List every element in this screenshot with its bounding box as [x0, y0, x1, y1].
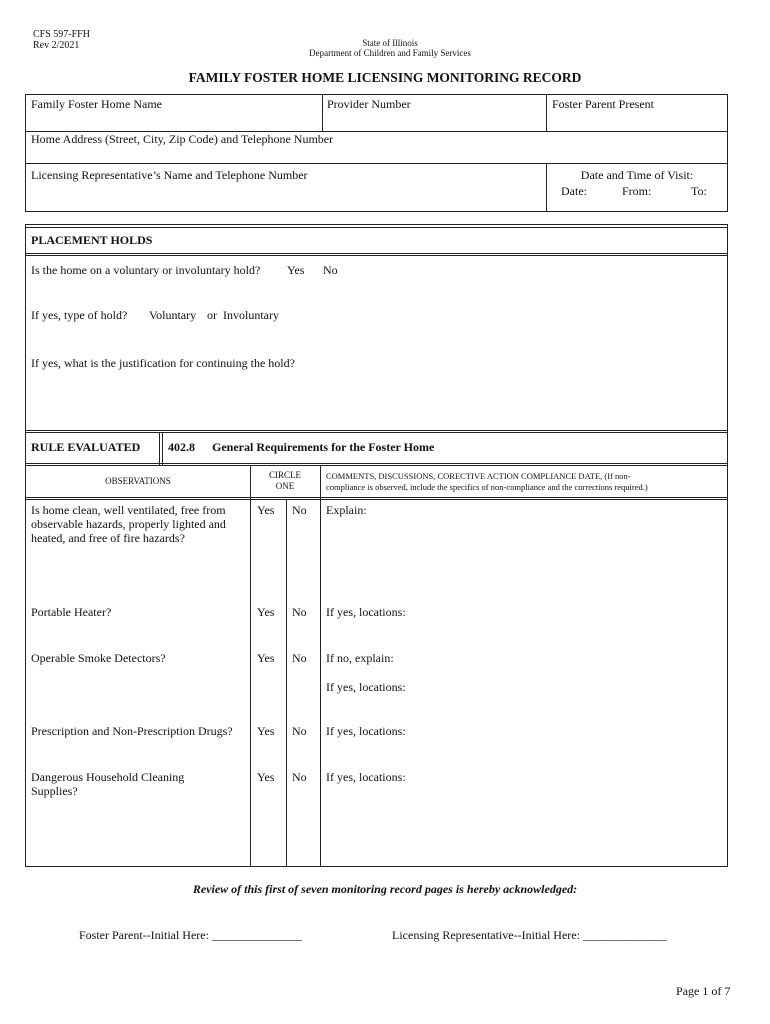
hold-justification-question: If yes, what is the justification for continuing the hold?	[31, 356, 295, 370]
row-1-yes-option[interactable]: Yes	[257, 503, 275, 517]
visit-date-field[interactable]: Date:	[561, 184, 587, 198]
row-1-no-option[interactable]: No	[292, 503, 307, 517]
provider-number-field[interactable]: Provider Number	[327, 97, 411, 111]
review-statement: Review of this first of seven monitoring record pages is hereby acknowledged:	[192, 882, 578, 896]
circle-one-header-line1: CIRCLE	[268, 470, 301, 480]
rule-evaluated-label: RULE EVALUATED	[31, 440, 141, 454]
observation-row-1-line1: Is home clean, well ventilated, free from	[31, 503, 226, 517]
observation-row-4: Prescription and Non-Prescription Drugs?	[31, 724, 233, 738]
row-3-yes-option[interactable]: Yes	[257, 651, 275, 665]
row-5-yes-option[interactable]: Yes	[257, 770, 275, 784]
observations-header: OBSERVATIONS	[105, 476, 171, 486]
rep-initial-field[interactable]: Licensing Representative--Initial Here: ______________	[392, 928, 667, 942]
row-4-no-option[interactable]: No	[292, 724, 307, 738]
hold-yes-option[interactable]: Yes	[287, 263, 305, 277]
foster-parent-initial-field[interactable]: Foster Parent--Initial Here: _______________	[79, 928, 302, 942]
visit-from-field[interactable]: From:	[622, 184, 652, 198]
row-5-no-option[interactable]: No	[292, 770, 307, 784]
row-3-no-option[interactable]: No	[292, 651, 307, 665]
row-2-no-option[interactable]: No	[292, 605, 307, 619]
licensing-rep-field[interactable]: Licensing Representative’s Name and Telephone Number	[31, 168, 308, 182]
comments-header-line2: compliance is observed, include the specifics of non-compliance and the corrections required.)	[326, 482, 648, 492]
page-title: FAMILY FOSTER HOME LICENSING MONITORING RECORD	[188, 70, 582, 85]
form-code: CFS 597-FFH	[33, 29, 90, 40]
state-name: State of Illinois	[362, 38, 418, 48]
observation-row-3: Operable Smoke Detectors?	[31, 651, 166, 665]
circle-one-header-line2: ONE	[275, 481, 295, 491]
visit-datetime-label: Date and Time of Visit:	[580, 168, 694, 182]
row-3-comment[interactable]: If no, explain:	[326, 651, 394, 665]
observation-row-1-line3: heated, and free of fire hazards?	[31, 531, 185, 545]
observation-row-5-line1: Dangerous Household Cleaning	[31, 770, 185, 784]
home-address-field[interactable]: Home Address (Street, City, Zip Code) and Telephone Number	[31, 132, 334, 146]
row-3-comment-2[interactable]: If yes, locations:	[326, 680, 406, 694]
row-2-comment[interactable]: If yes, locations:	[326, 605, 406, 619]
hold-no-option[interactable]: No	[323, 263, 338, 277]
rule-number: 402.8	[168, 440, 195, 454]
row-2-yes-option[interactable]: Yes	[257, 605, 275, 619]
hold-question: Is the home on a voluntary or involuntary hold?	[31, 263, 261, 277]
hold-voluntary-option[interactable]: Voluntary	[149, 308, 197, 322]
placement-holds-heading: PLACEMENT HOLDS	[31, 233, 153, 247]
hold-involuntary-option[interactable]: Involuntary	[223, 308, 279, 322]
observation-row-5-line2: Supplies?	[31, 784, 78, 798]
foster-parent-present-field[interactable]: Foster Parent Present	[552, 97, 654, 111]
row-5-comment[interactable]: If yes, locations:	[326, 770, 406, 784]
observation-row-1-line2: observable hazards, properly lighted and	[31, 517, 226, 531]
observation-row-2: Portable Heater?	[31, 605, 112, 619]
family-name-field[interactable]: Family Foster Home Name	[31, 97, 162, 111]
row-4-comment[interactable]: If yes, locations:	[326, 724, 406, 738]
hold-type-question: If yes, type of hold?	[31, 308, 128, 322]
form-revision: Rev 2/2021	[33, 40, 80, 51]
page-number: Page 1 of 7	[676, 984, 731, 998]
visit-to-field[interactable]: To:	[691, 184, 707, 198]
comments-header-line1: COMMENTS, DISCUSSIONS, CORECTIVE ACTION COMPLIANCE DATE, (If non-	[326, 471, 631, 481]
row-1-comment[interactable]: Explain:	[326, 503, 367, 517]
hold-or-text: or	[207, 308, 217, 322]
department-name: Department of Children and Family Services	[309, 48, 471, 58]
rule-description: General Requirements for the Foster Home	[212, 440, 435, 454]
row-4-yes-option[interactable]: Yes	[257, 724, 275, 738]
